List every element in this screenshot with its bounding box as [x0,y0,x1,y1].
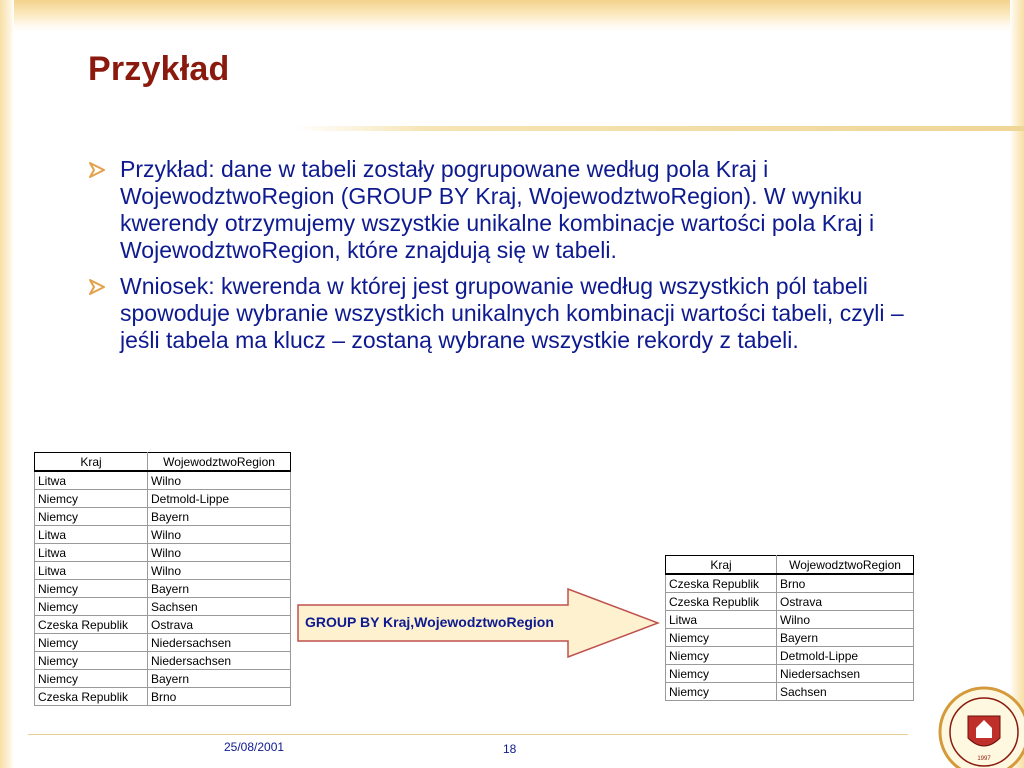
table-cell: Ostrava [148,616,291,634]
table-cell: Niemcy [666,683,777,701]
school-seal-icon [932,680,1024,768]
table-cell: Wilno [148,526,291,544]
table-cell: Sachsen [148,598,291,616]
table-cell: Czeska Republik [666,574,777,593]
column-header: WojewodztwoRegion [777,556,914,575]
table-row [35,490,291,508]
table-row [666,593,914,611]
table-cell: Detmold-Lippe [148,490,291,508]
table-cell: Bayern [148,508,291,526]
bullet-text: Przykład: dane w tabeli zostały pogrupowane według pola Kraj i WojewodztwoRegion (GROUP BY Kraj, WojewodztwoRegion). W wyniku kwerendy otrzymujemy wszystkie unikalne kombinacje wartości pola Kraj i WojewodztwoRegion, które znajdują się w tabeli. [120,156,875,263]
table-cell: Czeska Republik [666,593,777,611]
table-cell: Wilno [148,544,291,562]
arrow-bullet-icon [88,162,108,178]
table-row [35,652,291,670]
table-cell: Niemcy [35,490,148,508]
table-row [35,580,291,598]
table-cell: Wilno [148,471,291,490]
table-row [666,629,914,647]
table-cell: Niemcy [35,598,148,616]
bullet-item [88,273,948,354]
table-row [666,574,914,593]
table-cell: Niemcy [666,665,777,683]
table-row [35,670,291,688]
top-decor-band [0,0,1024,32]
group-by-arrow [297,588,660,658]
column-header: Kraj [35,453,148,472]
table-cell: Niemcy [35,652,148,670]
column-header: WojewodztwoRegion [148,453,291,472]
table-cell: Bayern [148,580,291,598]
right-decor-band [1010,0,1024,768]
bullet-text: Wniosek: kwerenda w której jest grupowanie według wszystkich pól tabeli spowoduje wybranie wszystkich unikalnych kombinacji wartości tabeli, czyli – jeśli tabela ma klucz – zostaną wybrane wszystkie rekordy z tabeli. [120,273,904,353]
table-cell: Niemcy [35,508,148,526]
left-decor-band [0,0,14,768]
table-row [666,683,914,701]
table-cell: Ostrava [777,593,914,611]
arrow-label: GROUP BY Kraj,WojewodztwoRegion [305,614,554,630]
table-cell: Czeska Republik [35,688,148,706]
page-number: 18 [503,742,517,756]
table-row [35,598,291,616]
table-cell: Brno [148,688,291,706]
column-header: Kraj [666,556,777,575]
slide-title: Przykład [88,50,230,88]
table-header-row [35,453,291,472]
result-table [665,555,914,701]
table-cell: Sachsen [777,683,914,701]
table-cell: Litwa [35,544,148,562]
bullet-list [88,156,948,363]
table-cell: Brno [777,574,914,593]
table-row [35,544,291,562]
table-cell: Niedersachsen [148,634,291,652]
bullet-item [88,156,948,264]
table-cell: Bayern [777,629,914,647]
footer-date: 25/08/2001 [224,740,285,754]
table-row [35,508,291,526]
table-cell: Niemcy [35,580,148,598]
arrow-bullet-icon [88,279,108,295]
table-row [35,634,291,652]
table-cell: Niemcy [35,634,148,652]
table-row [35,616,291,634]
table-cell: Litwa [666,611,777,629]
table-row [666,611,914,629]
table-row [666,647,914,665]
source-table [34,452,291,706]
footer-divider [28,734,908,735]
table-cell: Detmold-Lippe [777,647,914,665]
title-divider [295,126,1024,131]
table-row [35,688,291,706]
table-cell: Wilno [777,611,914,629]
table-cell: Bayern [148,670,291,688]
table-cell: Niedersachsen [777,665,914,683]
table-header-row [666,556,914,575]
table-cell: Litwa [35,526,148,544]
table-cell: Litwa [35,471,148,490]
table-cell: Niemcy [666,629,777,647]
table-row [35,471,291,490]
table-cell: Niedersachsen [148,652,291,670]
table-row [35,526,291,544]
table-row [666,665,914,683]
table-cell: Litwa [35,562,148,580]
table-cell: Wilno [148,562,291,580]
table-row [35,562,291,580]
table-cell: Czeska Republik [35,616,148,634]
seal-year: 1997 [977,756,991,762]
table-cell: Niemcy [666,647,777,665]
table-cell: Niemcy [35,670,148,688]
